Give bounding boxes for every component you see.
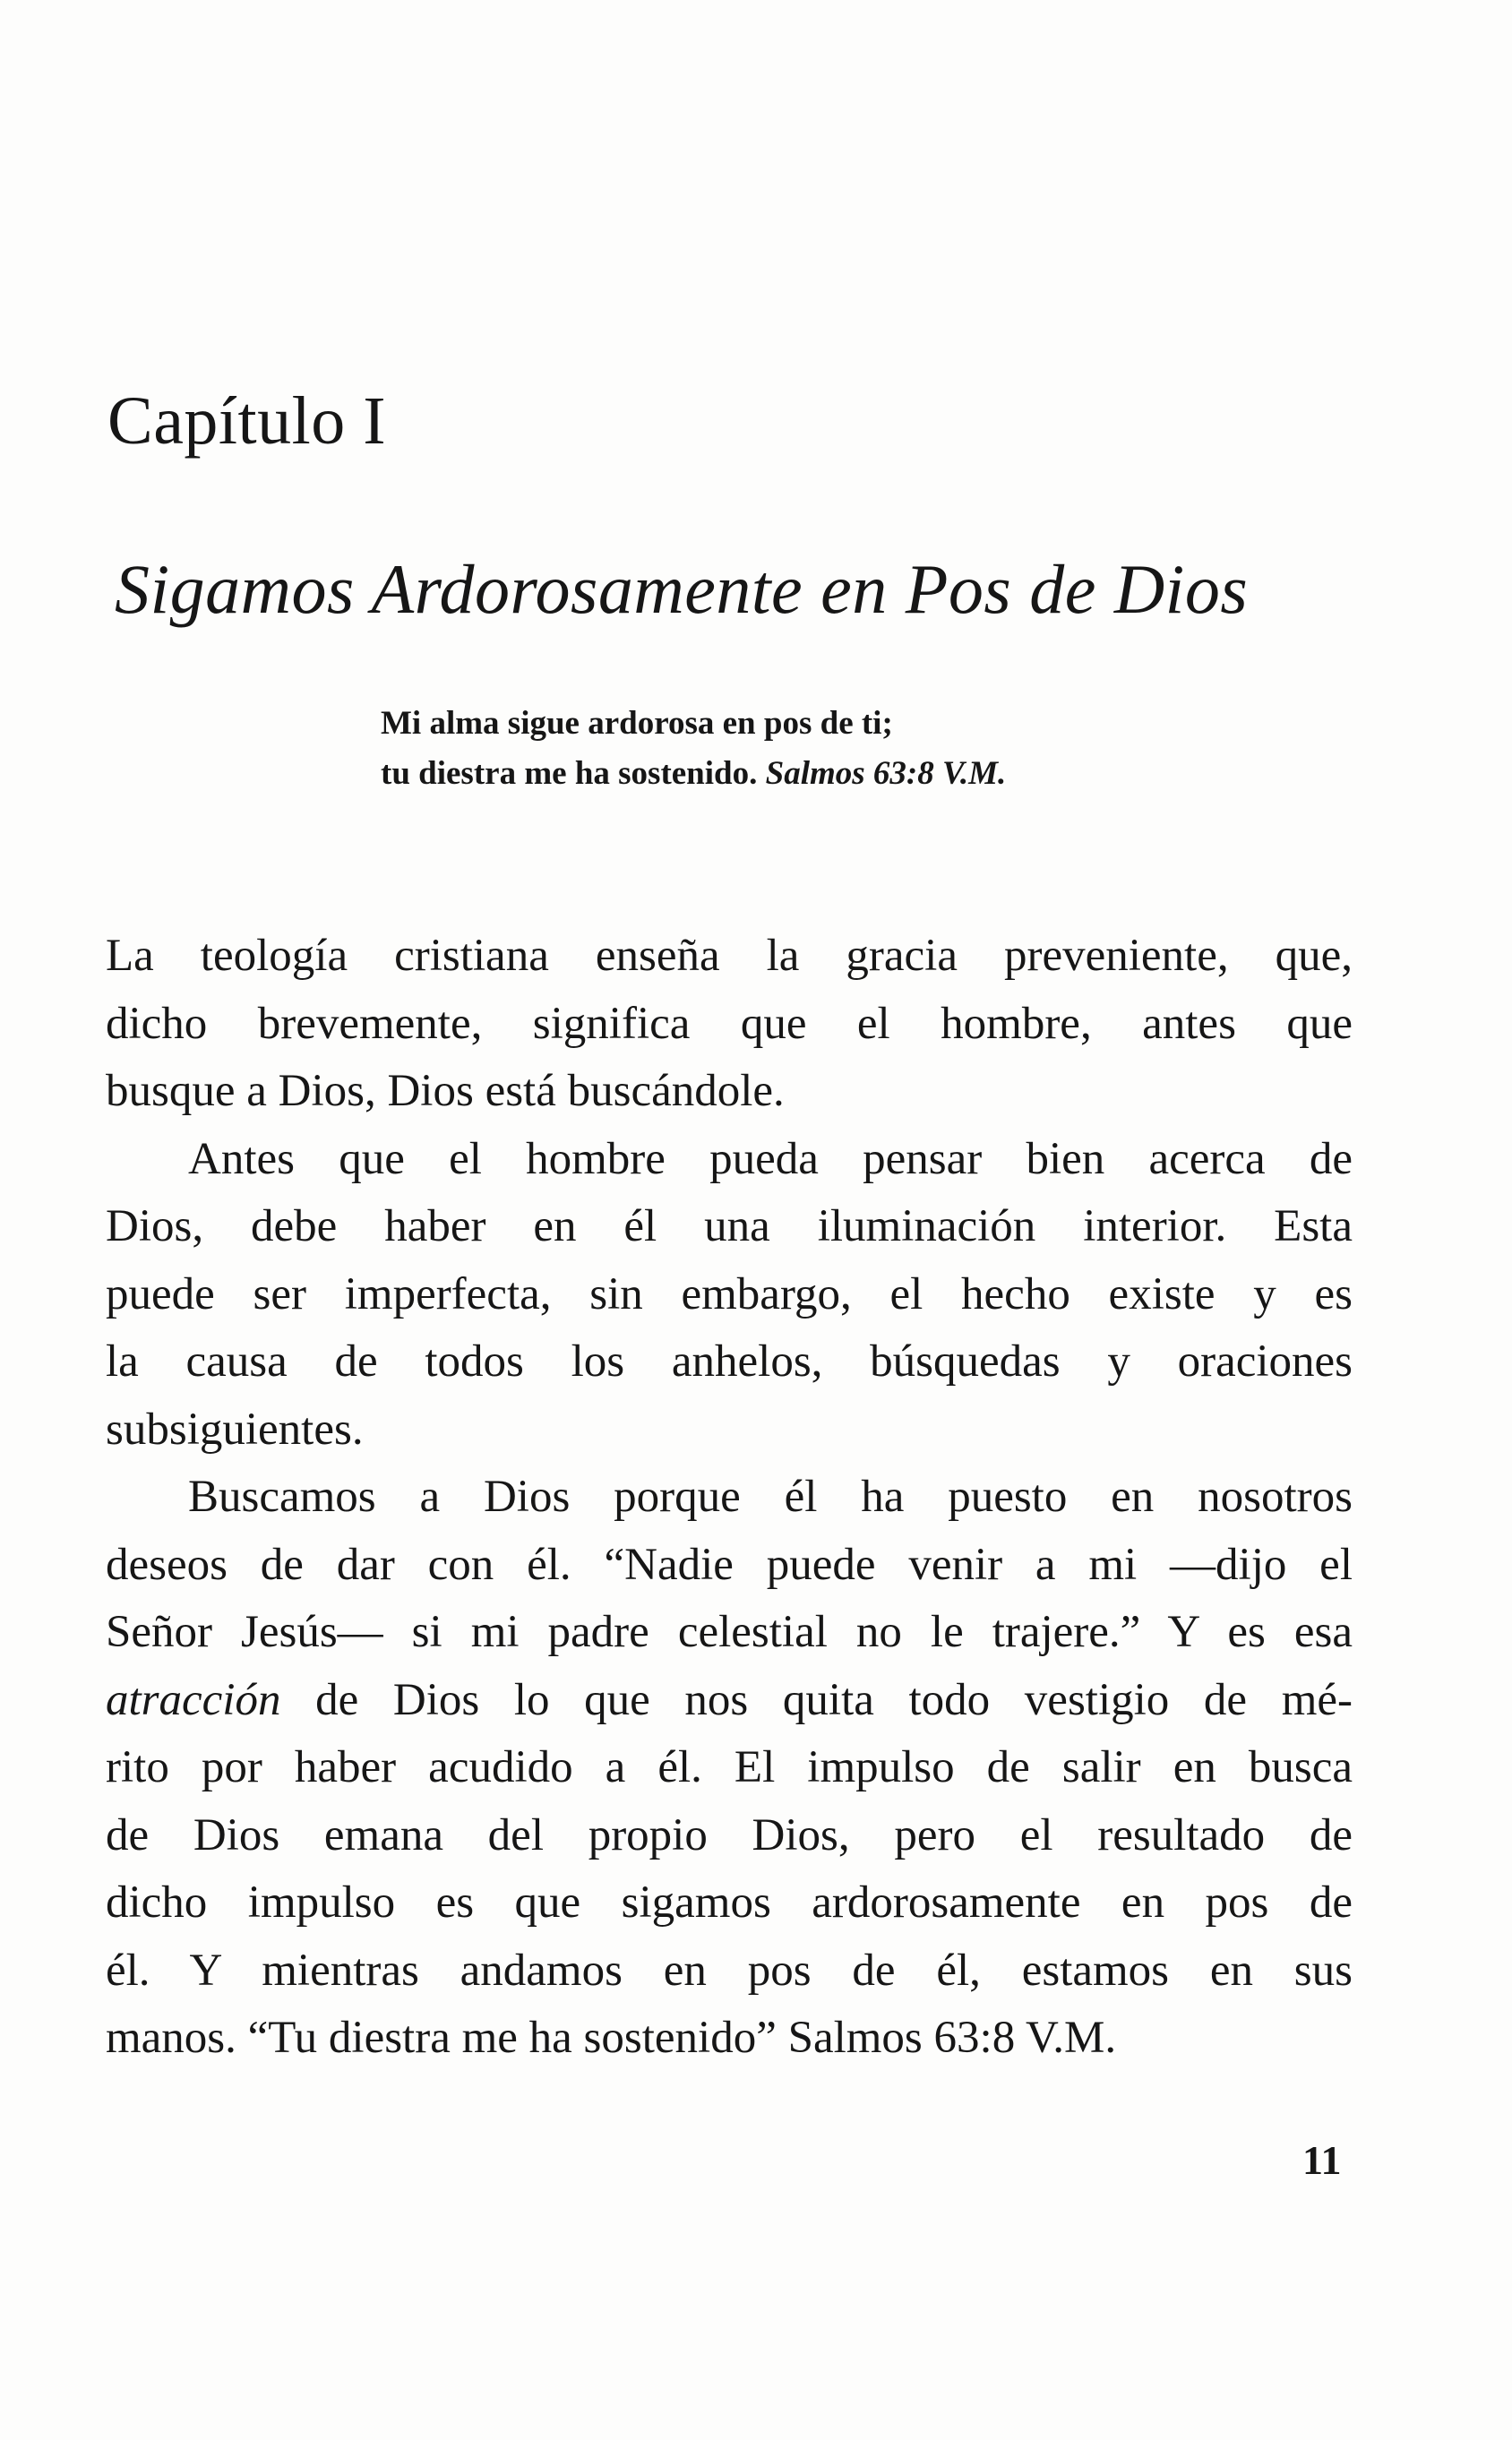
text-line: rito por haber acudido a él. El impulso de salir en busca [106, 1742, 1353, 1792]
paragraph-2 [106, 1126, 1353, 1465]
epigraph-text: tu diestra me ha sostenido. [381, 755, 758, 792]
emphasized-word: atracción [106, 1674, 281, 1725]
text-line: la causa de todos los anhelos, búsquedas y oraciones [106, 1336, 1353, 1387]
text-line: deseos de dar con él. “Nadie puede venir a mi —dijo el [106, 1539, 1353, 1590]
text-line: de Dios emana del propio Dios, pero el resultado de [106, 1809, 1353, 1860]
text-line: Buscamos a Dios porque él ha puesto en nosotros [188, 1472, 1353, 1522]
body-text [106, 923, 1353, 2073]
text-line-with-italic: atracción de Dios lo que nos quita todo vestigio de mé- [106, 1674, 1353, 1725]
text-line: dicho brevemente, significa que el hombre, antes que [106, 998, 1353, 1049]
paragraph-3 [106, 1464, 1353, 2073]
text-line: Antes que el hombre pueda pensar bien acerca de [188, 1133, 1353, 1184]
epigraph-line: Mi alma sigue ardorosa en pos de ti; [381, 705, 893, 742]
text-line: dicho impulso es que sigamos ardorosamente en pos de [106, 1877, 1353, 1928]
text-line: manos. “Tu diestra me ha sostenido” Salmos 63:8 V.M. [106, 2013, 1117, 2063]
text-line: subsiguientes. [106, 1404, 364, 1455]
paragraph-1 [106, 923, 1353, 1126]
epigraph-line [381, 749, 1187, 799]
text-line: busque a Dios, Dios está buscándole. [106, 1066, 785, 1116]
chapter-title: Sigamos Ardorosamente en Pos de Dios [115, 550, 1249, 628]
epigraph-reference: Salmos 63:8 V.M. [765, 755, 1007, 792]
text-line: La teología cristiana enseña la gracia preveniente, que, [106, 931, 1353, 981]
text-line: Dios, debe haber en él una iluminación interior. Esta [106, 1201, 1353, 1251]
page-number: 11 [1302, 2137, 1342, 2183]
chapter-label: Capítulo I [107, 383, 387, 459]
text-line: puede ser imperfecta, sin embargo, el hecho existe y es [106, 1268, 1353, 1319]
epigraph [381, 699, 1187, 799]
text-line: Señor Jesús— si mi padre celestial no le trajere.” Y es esa [106, 1607, 1353, 1657]
text-line: él. Y mientras andamos en pos de él, estamos en sus [106, 1945, 1353, 1996]
